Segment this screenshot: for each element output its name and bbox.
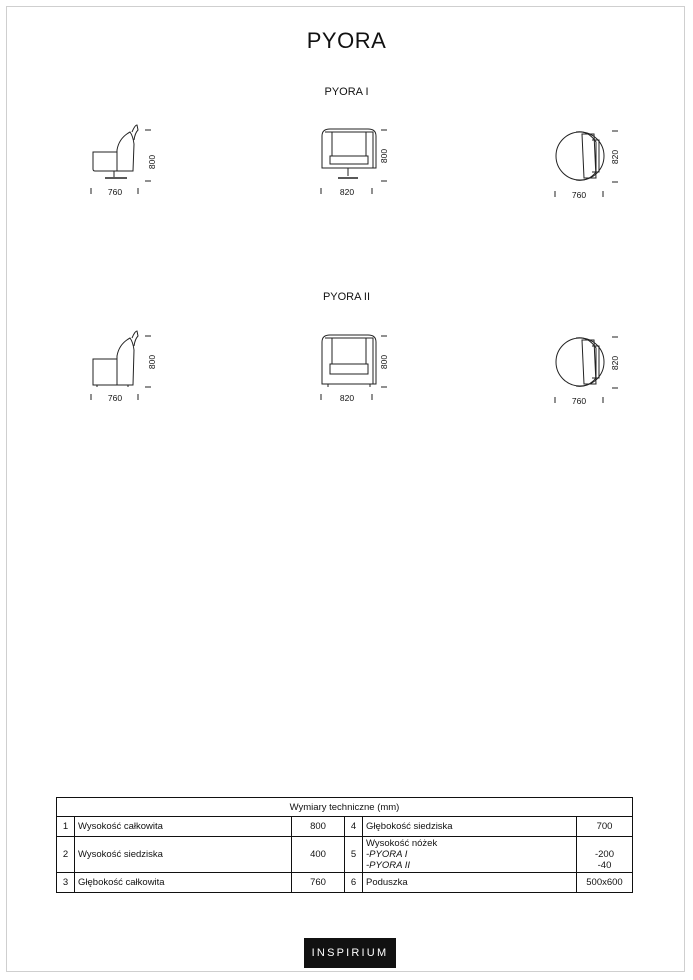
page-title: PYORA: [306, 28, 387, 53]
row-label-multiline: [363, 837, 577, 873]
pyora-1-front-view: [310, 120, 400, 200]
table-header-row: [57, 798, 633, 817]
table-row: [57, 817, 633, 837]
row-value: 700: [577, 817, 633, 837]
pyora-1-side-view: [80, 120, 170, 200]
row-sublabel-pyora-2: -PYORA II: [366, 860, 410, 871]
variant-title-pyora-1: PYORA I: [324, 86, 369, 98]
pyora-1-top-view: [548, 120, 638, 206]
row-number: 6: [345, 873, 363, 893]
pyora-2-side-width: 760: [107, 393, 123, 403]
row-value: 500x600: [577, 873, 633, 893]
row-label: Wysokość siedziska: [75, 837, 292, 873]
table-row: [57, 837, 633, 873]
row-value: 760: [292, 873, 345, 893]
row-number: 1: [57, 817, 75, 837]
pyora-1-front-width: 820: [339, 187, 355, 197]
pyora-2-top-height: 820: [610, 355, 620, 371]
pyora-2-side-height: 800: [147, 354, 157, 370]
row-value-pyora-2: -40: [597, 860, 612, 871]
row-label: Głębokość siedziska: [363, 817, 577, 837]
pyora-1-top-width: 760: [571, 190, 587, 200]
pyora-1-side-width: 760: [107, 187, 123, 197]
row-sublabel-pyora-1: -PYORA I: [366, 849, 408, 860]
pyora-1-side-height: 800: [147, 154, 157, 170]
row-value-pyora-1: -200: [594, 849, 614, 860]
row-number: 2: [57, 837, 75, 873]
pyora-2-top-view: [548, 326, 638, 412]
row-label: Poduszka: [363, 873, 577, 893]
row-label: Głębokość całkowita: [75, 873, 292, 893]
pyora-2-front-width: 820: [339, 393, 355, 403]
pyora-1-front-height: 800: [379, 148, 389, 164]
pyora-2-top-width: 760: [571, 396, 587, 406]
technical-dimensions-table: [56, 797, 633, 893]
pyora-2-side-view: [80, 326, 170, 406]
table-heading: Wymiary techniczne (mm): [57, 798, 633, 817]
row-number: 5: [345, 837, 363, 873]
row-label: Wysokość całkowita: [75, 817, 292, 837]
pyora-1-top-height: 820: [610, 149, 620, 165]
variant-title-pyora-2: PYORA II: [322, 291, 371, 303]
row-number: 4: [345, 817, 363, 837]
brand-logo: INSPIRIUM: [304, 938, 396, 968]
row-label: Wysokość nóżek: [366, 838, 438, 849]
row-number: 3: [57, 873, 75, 893]
pyora-2-front-height: 800: [379, 354, 389, 370]
table-row: [57, 873, 633, 893]
row-value: 800: [292, 817, 345, 837]
pyora-2-front-view: [310, 326, 400, 406]
row-value: 400: [292, 837, 345, 873]
row-value-multiline: [577, 837, 633, 873]
